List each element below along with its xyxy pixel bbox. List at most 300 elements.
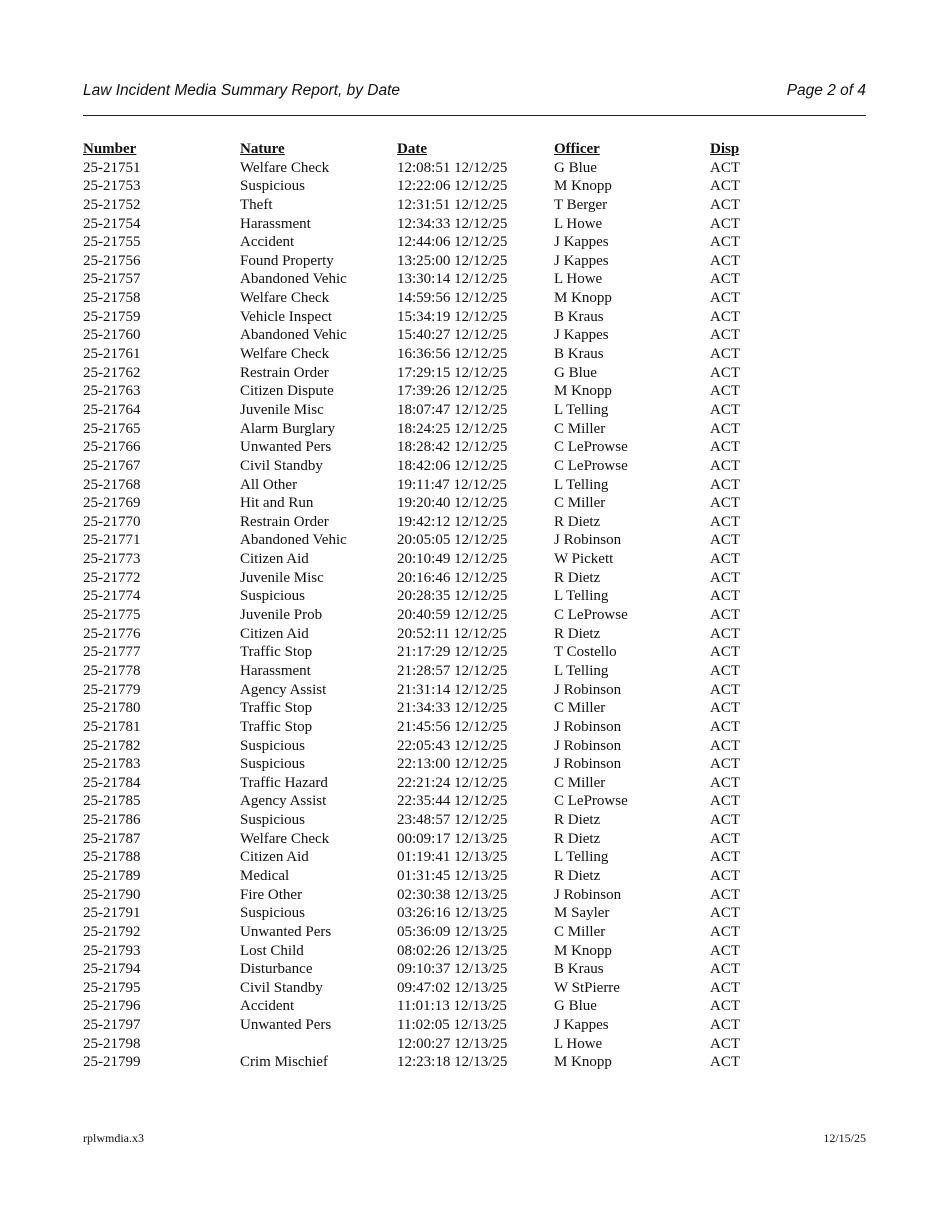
table-row — [83, 606, 866, 625]
cell-officer: R Dietz — [554, 513, 601, 530]
cell-nature: Restrain Order — [240, 364, 329, 381]
cell-number: 25-21774 — [83, 588, 141, 605]
cell-officer: L Telling — [554, 849, 609, 866]
cell-disp: ACT — [710, 1035, 740, 1052]
table-row — [83, 662, 866, 681]
cell-date: 18:28:42 12/12/25 — [397, 439, 508, 456]
cell-date: 00:09:17 12/13/25 — [397, 830, 508, 847]
cell-officer: M Knopp — [554, 290, 612, 307]
cell-disp: ACT — [710, 793, 740, 810]
table-row — [83, 476, 866, 495]
table-row — [83, 550, 866, 569]
table-row — [83, 513, 866, 532]
cell-nature: Suspicious — [240, 178, 306, 195]
cell-number: 25-21785 — [83, 793, 141, 810]
column-header-officer: Officer — [554, 141, 600, 157]
cell-date: 22:35:44 12/12/25 — [397, 793, 508, 810]
cell-officer: W StPierre — [554, 979, 620, 996]
cell-nature: Unwanted Pers — [240, 1017, 332, 1034]
table-header-row — [83, 140, 866, 159]
cell-number: 25-21773 — [83, 551, 141, 568]
table-row — [83, 625, 866, 644]
cell-number: 25-21797 — [83, 1017, 141, 1034]
cell-number: 25-21754 — [83, 215, 141, 232]
cell-number: 25-21757 — [83, 271, 141, 288]
cell-number: 25-21751 — [83, 159, 141, 176]
cell-officer: R Dietz — [554, 867, 601, 884]
cell-officer: J Kappes — [554, 252, 609, 269]
cell-disp: ACT — [710, 1017, 740, 1034]
cell-nature: Civil Standby — [240, 457, 323, 474]
cell-number: 25-21753 — [83, 178, 141, 195]
cell-number: 25-21765 — [83, 420, 141, 437]
table-row — [83, 1053, 866, 1072]
cell-date: 18:24:25 12/12/25 — [397, 420, 508, 437]
cell-nature: Harassment — [240, 662, 311, 679]
cell-nature: Found Property — [240, 252, 334, 269]
cell-nature: All Other — [240, 476, 298, 493]
cell-disp: ACT — [710, 588, 740, 605]
cell-date: 12:08:51 12/12/25 — [397, 159, 508, 176]
cell-officer: C LeProwse — [554, 793, 628, 810]
cell-number: 25-21783 — [83, 756, 141, 773]
table-row — [83, 457, 866, 476]
cell-officer: G Blue — [554, 364, 597, 381]
cell-nature: Abandoned Vehic — [240, 271, 347, 288]
cell-number: 25-21764 — [83, 401, 141, 418]
cell-date: 23:48:57 12/12/25 — [397, 812, 508, 829]
cell-officer: J Robinson — [554, 756, 622, 773]
cell-officer: W Pickett — [554, 551, 614, 568]
cell-date: 05:36:09 12/13/25 — [397, 923, 508, 940]
cell-number: 25-21762 — [83, 364, 141, 381]
cell-date: 22:13:00 12/12/25 — [397, 756, 508, 773]
cell-disp: ACT — [710, 196, 740, 213]
cell-disp: ACT — [710, 439, 740, 456]
table-row — [83, 718, 866, 737]
table-row — [83, 494, 866, 513]
cell-date: 12:23:18 12/13/25 — [397, 1054, 508, 1071]
cell-number: 25-21781 — [83, 718, 141, 735]
table-row — [83, 308, 866, 327]
cell-nature: Agency Assist — [240, 793, 327, 810]
cell-disp: ACT — [710, 756, 740, 773]
cell-date: 12:31:51 12/12/25 — [397, 196, 508, 213]
cell-date: 20:28:35 12/12/25 — [397, 588, 508, 605]
cell-number: 25-21777 — [83, 644, 141, 661]
cell-officer: C Miller — [554, 923, 606, 940]
cell-number: 25-21787 — [83, 830, 141, 847]
cell-number: 25-21786 — [83, 812, 141, 829]
cell-nature: Suspicious — [240, 588, 306, 605]
cell-officer: B Kraus — [554, 961, 604, 978]
table-row — [83, 1035, 866, 1054]
cell-number: 25-21779 — [83, 681, 141, 698]
cell-disp: ACT — [710, 923, 740, 940]
cell-number: 25-21792 — [83, 923, 141, 940]
cell-number: 25-21789 — [83, 867, 141, 884]
cell-number: 25-21793 — [83, 942, 141, 959]
cell-date: 15:40:27 12/12/25 — [397, 327, 508, 344]
print-date: 12/15/25 — [823, 1131, 866, 1145]
cell-officer: J Kappes — [554, 327, 609, 344]
cell-officer: J Robinson — [554, 737, 622, 754]
cell-date: 22:05:43 12/12/25 — [397, 737, 508, 754]
cell-nature: Vehicle Inspect — [240, 308, 333, 325]
table-row — [83, 699, 866, 718]
column-header-disp: Disp — [710, 141, 740, 157]
cell-date: 21:28:57 12/12/25 — [397, 662, 508, 679]
cell-officer: L Telling — [554, 662, 609, 679]
cell-date: 14:59:56 12/12/25 — [397, 290, 508, 307]
cell-nature: Citizen Aid — [240, 849, 309, 866]
cell-officer: B Kraus — [554, 346, 604, 363]
cell-officer: M Knopp — [554, 1054, 612, 1071]
table-row — [83, 643, 866, 662]
cell-number: 25-21798 — [83, 1035, 141, 1052]
cell-nature: Welfare Check — [240, 830, 330, 847]
cell-disp: ACT — [710, 308, 740, 325]
cell-date: 19:42:12 12/12/25 — [397, 513, 508, 530]
table-row — [83, 979, 866, 998]
cell-date: 11:01:13 12/13/25 — [397, 998, 507, 1015]
table-row — [83, 252, 866, 271]
cell-officer: R Dietz — [554, 812, 601, 829]
cell-officer: C Miller — [554, 700, 606, 717]
cell-date: 03:26:16 12/13/25 — [397, 905, 508, 922]
cell-disp: ACT — [710, 998, 740, 1015]
cell-officer: T Costello — [554, 644, 617, 661]
cell-disp: ACT — [710, 812, 740, 829]
cell-officer: L Howe — [554, 215, 603, 232]
cell-disp: ACT — [710, 830, 740, 847]
cell-nature: Restrain Order — [240, 513, 329, 530]
cell-number: 25-21766 — [83, 439, 141, 456]
cell-disp: ACT — [710, 979, 740, 996]
cell-officer: C Miller — [554, 420, 606, 437]
cell-nature: Citizen Dispute — [240, 383, 334, 400]
table-row — [83, 531, 866, 550]
cell-date: 19:11:47 12/12/25 — [397, 476, 507, 493]
cell-disp: ACT — [710, 681, 740, 698]
cell-officer: J Robinson — [554, 718, 622, 735]
cell-nature: Civil Standby — [240, 979, 323, 996]
cell-nature: Hit and Run — [240, 495, 314, 512]
table-row — [83, 345, 866, 364]
cell-date: 02:30:38 12/13/25 — [397, 886, 508, 903]
cell-disp: ACT — [710, 476, 740, 493]
cell-date: 22:21:24 12/12/25 — [397, 774, 508, 791]
cell-date: 20:10:49 12/12/25 — [397, 551, 508, 568]
cell-disp: ACT — [710, 662, 740, 679]
table-row — [83, 401, 866, 420]
table-row — [83, 830, 866, 849]
cell-number: 25-21768 — [83, 476, 141, 493]
cell-nature: Traffic Stop — [240, 644, 313, 661]
cell-number: 25-21795 — [83, 979, 141, 996]
table-row — [83, 923, 866, 942]
cell-nature: Abandoned Vehic — [240, 327, 347, 344]
cell-nature: Theft — [240, 196, 273, 213]
cell-nature: Medical — [240, 867, 290, 884]
cell-number: 25-21778 — [83, 662, 141, 679]
cell-disp: ACT — [710, 159, 740, 176]
report-title: Law Incident Media Summary Report, by Date — [83, 82, 401, 99]
cell-disp: ACT — [710, 569, 740, 586]
cell-date: 17:39:26 12/12/25 — [397, 383, 508, 400]
cell-officer: G Blue — [554, 159, 597, 176]
cell-disp: ACT — [710, 457, 740, 474]
cell-nature: Unwanted Pers — [240, 923, 332, 940]
table-row — [83, 811, 866, 830]
table-row — [83, 289, 866, 308]
table-row — [83, 848, 866, 867]
cell-number: 25-21763 — [83, 383, 141, 400]
cell-officer: J Robinson — [554, 532, 622, 549]
cell-officer: J Robinson — [554, 886, 622, 903]
cell-disp: ACT — [710, 607, 740, 624]
cell-disp: ACT — [710, 383, 740, 400]
cell-nature: Juvenile Misc — [240, 401, 324, 418]
cell-number: 25-21790 — [83, 886, 141, 903]
cell-nature: Disturbance — [240, 961, 313, 978]
cell-disp: ACT — [710, 700, 740, 717]
cell-number: 25-21775 — [83, 607, 141, 624]
cell-disp: ACT — [710, 234, 740, 251]
cell-date: 17:29:15 12/12/25 — [397, 364, 508, 381]
cell-nature: Agency Assist — [240, 681, 327, 698]
cell-number: 25-21799 — [83, 1054, 141, 1071]
cell-date: 12:44:06 12/12/25 — [397, 234, 508, 251]
cell-nature: Unwanted Pers — [240, 439, 332, 456]
cell-disp: ACT — [710, 252, 740, 269]
cell-officer: L Telling — [554, 401, 609, 418]
table-row — [83, 233, 866, 252]
cell-officer: R Dietz — [554, 569, 601, 586]
cell-date: 01:31:45 12/13/25 — [397, 867, 508, 884]
table-row — [83, 737, 866, 756]
cell-date: 15:34:19 12/12/25 — [397, 308, 508, 325]
cell-officer: B Kraus — [554, 308, 604, 325]
cell-nature: Accident — [240, 998, 295, 1015]
cell-disp: ACT — [710, 364, 740, 381]
header-divider — [83, 115, 866, 116]
cell-date: 16:36:56 12/12/25 — [397, 346, 508, 363]
cell-number: 25-21771 — [83, 532, 141, 549]
cell-number: 25-21796 — [83, 998, 141, 1015]
cell-number: 25-21784 — [83, 774, 141, 791]
cell-nature: Juvenile Misc — [240, 569, 324, 586]
cell-disp: ACT — [710, 625, 740, 642]
cell-nature: Lost Child — [240, 942, 304, 959]
cell-nature: Juvenile Prob — [240, 607, 323, 624]
cell-number: 25-21794 — [83, 961, 141, 978]
cell-date: 09:10:37 12/13/25 — [397, 961, 508, 978]
cell-officer: L Howe — [554, 271, 603, 288]
cell-officer: R Dietz — [554, 830, 601, 847]
cell-officer: J Kappes — [554, 234, 609, 251]
cell-disp: ACT — [710, 532, 740, 549]
cell-officer: C Miller — [554, 774, 606, 791]
cell-disp: ACT — [710, 886, 740, 903]
cell-number: 25-21755 — [83, 234, 141, 251]
cell-nature: Crim Mischief — [240, 1054, 328, 1071]
cell-disp: ACT — [710, 961, 740, 978]
cell-disp: ACT — [710, 644, 740, 661]
table-row — [83, 681, 866, 700]
table-row — [83, 569, 866, 588]
cell-number: 25-21788 — [83, 849, 141, 866]
cell-disp: ACT — [710, 718, 740, 735]
cell-officer: G Blue — [554, 998, 597, 1015]
cell-date: 20:52:11 12/12/25 — [397, 625, 507, 642]
cell-officer: C LeProwse — [554, 607, 628, 624]
cell-nature: Suspicious — [240, 812, 306, 829]
cell-officer: M Sayler — [554, 905, 610, 922]
cell-nature: Suspicious — [240, 756, 306, 773]
cell-date: 08:02:26 12/13/25 — [397, 942, 508, 959]
cell-officer: L Howe — [554, 1035, 603, 1052]
cell-number: 25-21761 — [83, 346, 141, 363]
table-row — [83, 960, 866, 979]
table-row — [83, 755, 866, 774]
table-row — [83, 867, 866, 886]
table-row — [83, 382, 866, 401]
cell-disp: ACT — [710, 346, 740, 363]
cell-number: 25-21767 — [83, 457, 141, 474]
cell-nature: Harassment — [240, 215, 311, 232]
cell-number: 25-21782 — [83, 737, 141, 754]
cell-disp: ACT — [710, 215, 740, 232]
table-row — [83, 886, 866, 905]
cell-date: 18:42:06 12/12/25 — [397, 457, 508, 474]
table-row — [83, 438, 866, 457]
cell-number: 25-21769 — [83, 495, 141, 512]
cell-disp: ACT — [710, 774, 740, 791]
cell-disp: ACT — [710, 737, 740, 754]
cell-number: 25-21752 — [83, 196, 141, 213]
cell-nature: Suspicious — [240, 905, 306, 922]
cell-number: 25-21770 — [83, 513, 141, 530]
cell-disp: ACT — [710, 420, 740, 437]
cell-date: 18:07:47 12/12/25 — [397, 401, 508, 418]
page-number: Page 2 of 4 — [786, 82, 866, 99]
column-header-nature: Nature — [240, 141, 285, 157]
cell-nature: Fire Other — [240, 886, 303, 903]
column-header-date: Date — [397, 141, 427, 157]
cell-date: 20:05:05 12/12/25 — [397, 532, 508, 549]
table-row — [83, 774, 866, 793]
cell-officer: M Knopp — [554, 942, 612, 959]
cell-date: 13:30:14 12/12/25 — [397, 271, 508, 288]
cell-officer: J Kappes — [554, 1017, 609, 1034]
cell-officer: C LeProwse — [554, 457, 628, 474]
cell-number: 25-21780 — [83, 700, 141, 717]
cell-date: 20:40:59 12/12/25 — [397, 607, 508, 624]
table-row — [83, 1016, 866, 1035]
table-row — [83, 997, 866, 1016]
table-body — [83, 159, 866, 1072]
table-row — [83, 420, 866, 439]
cell-number: 25-21791 — [83, 905, 141, 922]
cell-date: 21:34:33 12/12/25 — [397, 700, 508, 717]
cell-number: 25-21756 — [83, 252, 141, 269]
cell-disp: ACT — [710, 401, 740, 418]
cell-disp: ACT — [710, 1054, 740, 1071]
cell-disp: ACT — [710, 942, 740, 959]
cell-disp: ACT — [710, 905, 740, 922]
cell-nature: Traffic Stop — [240, 718, 313, 735]
cell-date: 09:47:02 12/13/25 — [397, 979, 508, 996]
table-row — [83, 587, 866, 606]
table-row — [83, 215, 866, 234]
cell-date: 19:20:40 12/12/25 — [397, 495, 508, 512]
cell-officer: C LeProwse — [554, 439, 628, 456]
cell-nature: Accident — [240, 234, 295, 251]
cell-officer: C Miller — [554, 495, 606, 512]
cell-officer: L Telling — [554, 476, 609, 493]
cell-disp: ACT — [710, 495, 740, 512]
cell-disp: ACT — [710, 290, 740, 307]
table-row — [83, 942, 866, 961]
cell-date: 21:17:29 12/12/25 — [397, 644, 508, 661]
cell-date: 20:16:46 12/12/25 — [397, 569, 508, 586]
cell-nature: Traffic Stop — [240, 700, 313, 717]
cell-nature: Citizen Aid — [240, 551, 309, 568]
cell-number: 25-21760 — [83, 327, 141, 344]
cell-officer: T Berger — [554, 196, 608, 213]
cell-officer: L Telling — [554, 588, 609, 605]
cell-officer: M Knopp — [554, 178, 612, 195]
cell-number: 25-21759 — [83, 308, 141, 325]
cell-date: 12:34:33 12/12/25 — [397, 215, 508, 232]
cell-date: 12:22:06 12/12/25 — [397, 178, 508, 195]
table-row — [83, 196, 866, 215]
cell-date: 21:31:14 12/12/25 — [397, 681, 508, 698]
cell-date: 13:25:00 12/12/25 — [397, 252, 508, 269]
cell-date: 01:19:41 12/13/25 — [397, 849, 508, 866]
table-row — [83, 159, 866, 178]
cell-number: 25-21776 — [83, 625, 141, 642]
cell-officer: M Knopp — [554, 383, 612, 400]
cell-nature: Citizen Aid — [240, 625, 309, 642]
cell-disp: ACT — [710, 849, 740, 866]
cell-number: 25-21772 — [83, 569, 141, 586]
cell-nature: Welfare Check — [240, 159, 330, 176]
cell-nature: Alarm Burglary — [240, 420, 336, 437]
table-row — [83, 177, 866, 196]
report-code: rplwmdia.x3 — [83, 1131, 144, 1145]
cell-disp: ACT — [710, 551, 740, 568]
column-header-number: Number — [83, 141, 137, 157]
incident-table — [83, 140, 866, 1072]
cell-disp: ACT — [710, 327, 740, 344]
cell-nature: Traffic Hazard — [240, 774, 328, 791]
cell-disp: ACT — [710, 867, 740, 884]
cell-nature: Welfare Check — [240, 290, 330, 307]
cell-disp: ACT — [710, 271, 740, 288]
table-row — [83, 270, 866, 289]
cell-number: 25-21758 — [83, 290, 141, 307]
cell-disp: ACT — [710, 513, 740, 530]
table-row — [83, 326, 866, 345]
table-row — [83, 792, 866, 811]
cell-date: 11:02:05 12/13/25 — [397, 1017, 507, 1034]
cell-officer: J Robinson — [554, 681, 622, 698]
cell-nature: Abandoned Vehic — [240, 532, 347, 549]
table-row — [83, 904, 866, 923]
cell-date: 12:00:27 12/13/25 — [397, 1035, 508, 1052]
